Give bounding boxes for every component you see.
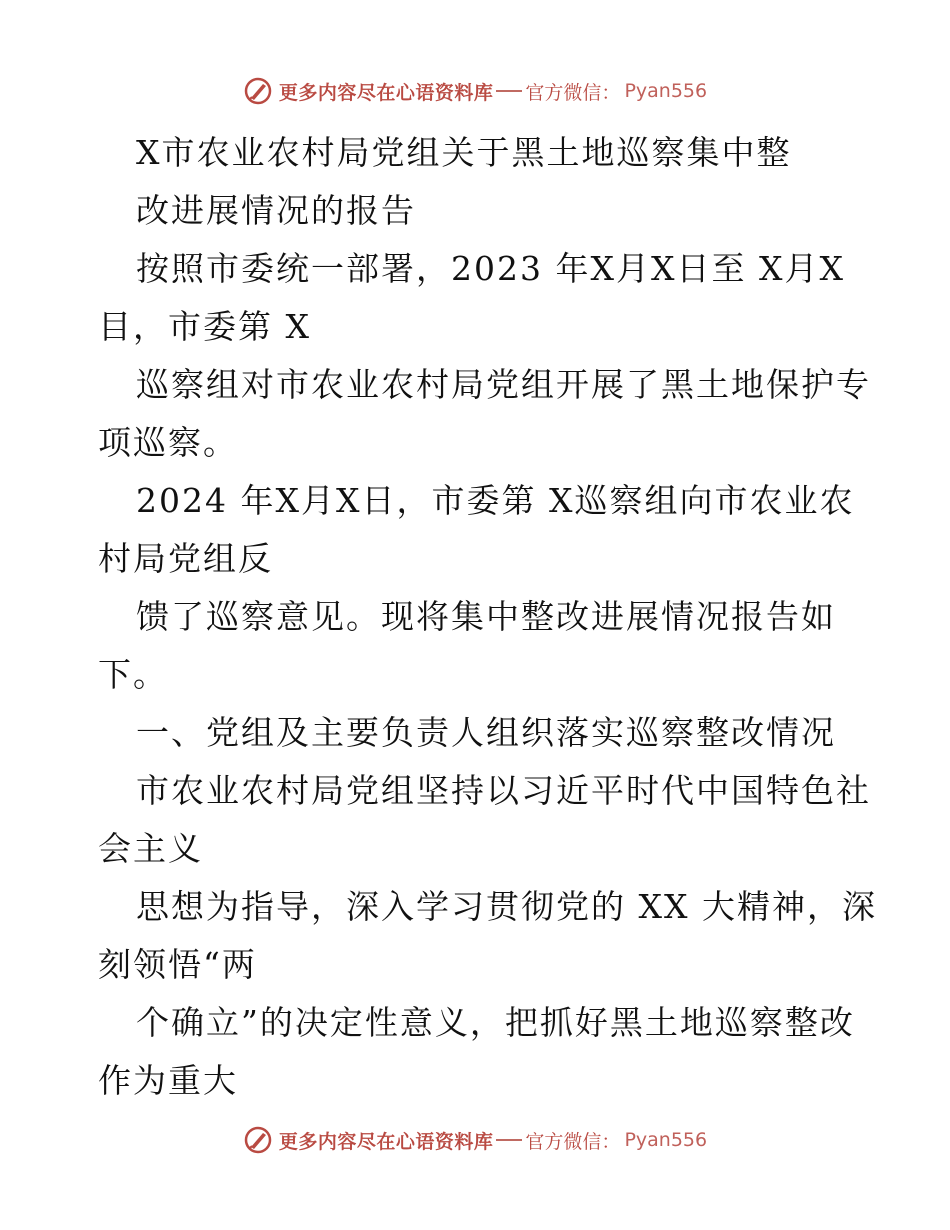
text-line: 巡察组对市农业农村局党组开展了黑土地保护专 bbox=[136, 365, 871, 404]
quill-logo-icon bbox=[243, 1125, 273, 1155]
text-line: 2024 年X月X日，市委第 X巡察组向市农业农 bbox=[136, 481, 855, 520]
watermark-dash bbox=[496, 1139, 522, 1141]
watermark-dash bbox=[496, 90, 522, 92]
section-heading: 一、党组及主要负责人组织落实巡察整改情况 bbox=[136, 713, 836, 752]
watermark-wechat-id: Pyan556 bbox=[624, 80, 708, 102]
document-body bbox=[98, 124, 877, 1110]
watermark-wechat-id: Pyan556 bbox=[624, 1129, 708, 1151]
text-line: 下。 bbox=[98, 655, 168, 694]
watermark-wechat-label: 官方微信： bbox=[525, 81, 621, 104]
watermark-site-text: 更多内容尽在心语资料库 bbox=[278, 1130, 494, 1153]
text-line: 作为重大 bbox=[98, 1061, 238, 1100]
header-watermark bbox=[0, 71, 950, 111]
text-line: 改进展情况的报告 bbox=[136, 191, 416, 230]
text-line: 市农业农村局党组坚持以习近平时代中国特色社 bbox=[136, 771, 871, 810]
text-line: 按照市委统一部署，2023 年X月X日至 X月X bbox=[136, 249, 845, 288]
text-line: 个确立”的决定性意义，把抓好黑土地巡察整改 bbox=[136, 1003, 855, 1042]
text-line: 目，市委第 X bbox=[98, 307, 311, 346]
watermark-site-text: 更多内容尽在心语资料库 bbox=[278, 81, 494, 104]
text-line: 村局党组反 bbox=[98, 539, 273, 578]
text-line: X市农业农村局党组关于黑土地巡察集中整 bbox=[136, 133, 792, 172]
quill-logo-icon bbox=[243, 76, 273, 106]
text-line: 刻领悟“两 bbox=[98, 945, 257, 984]
footer-watermark bbox=[0, 1120, 950, 1160]
text-line: 会主义 bbox=[98, 829, 203, 868]
text-line: 思想为指导，深入学习贯彻党的 XX 大精神，深 bbox=[136, 887, 877, 926]
text-line: 馈了巡察意见。现将集中整改进展情况报告如 bbox=[136, 597, 836, 636]
watermark-wechat-label: 官方微信： bbox=[525, 1130, 621, 1153]
text-line: 项巡察。 bbox=[98, 423, 238, 462]
